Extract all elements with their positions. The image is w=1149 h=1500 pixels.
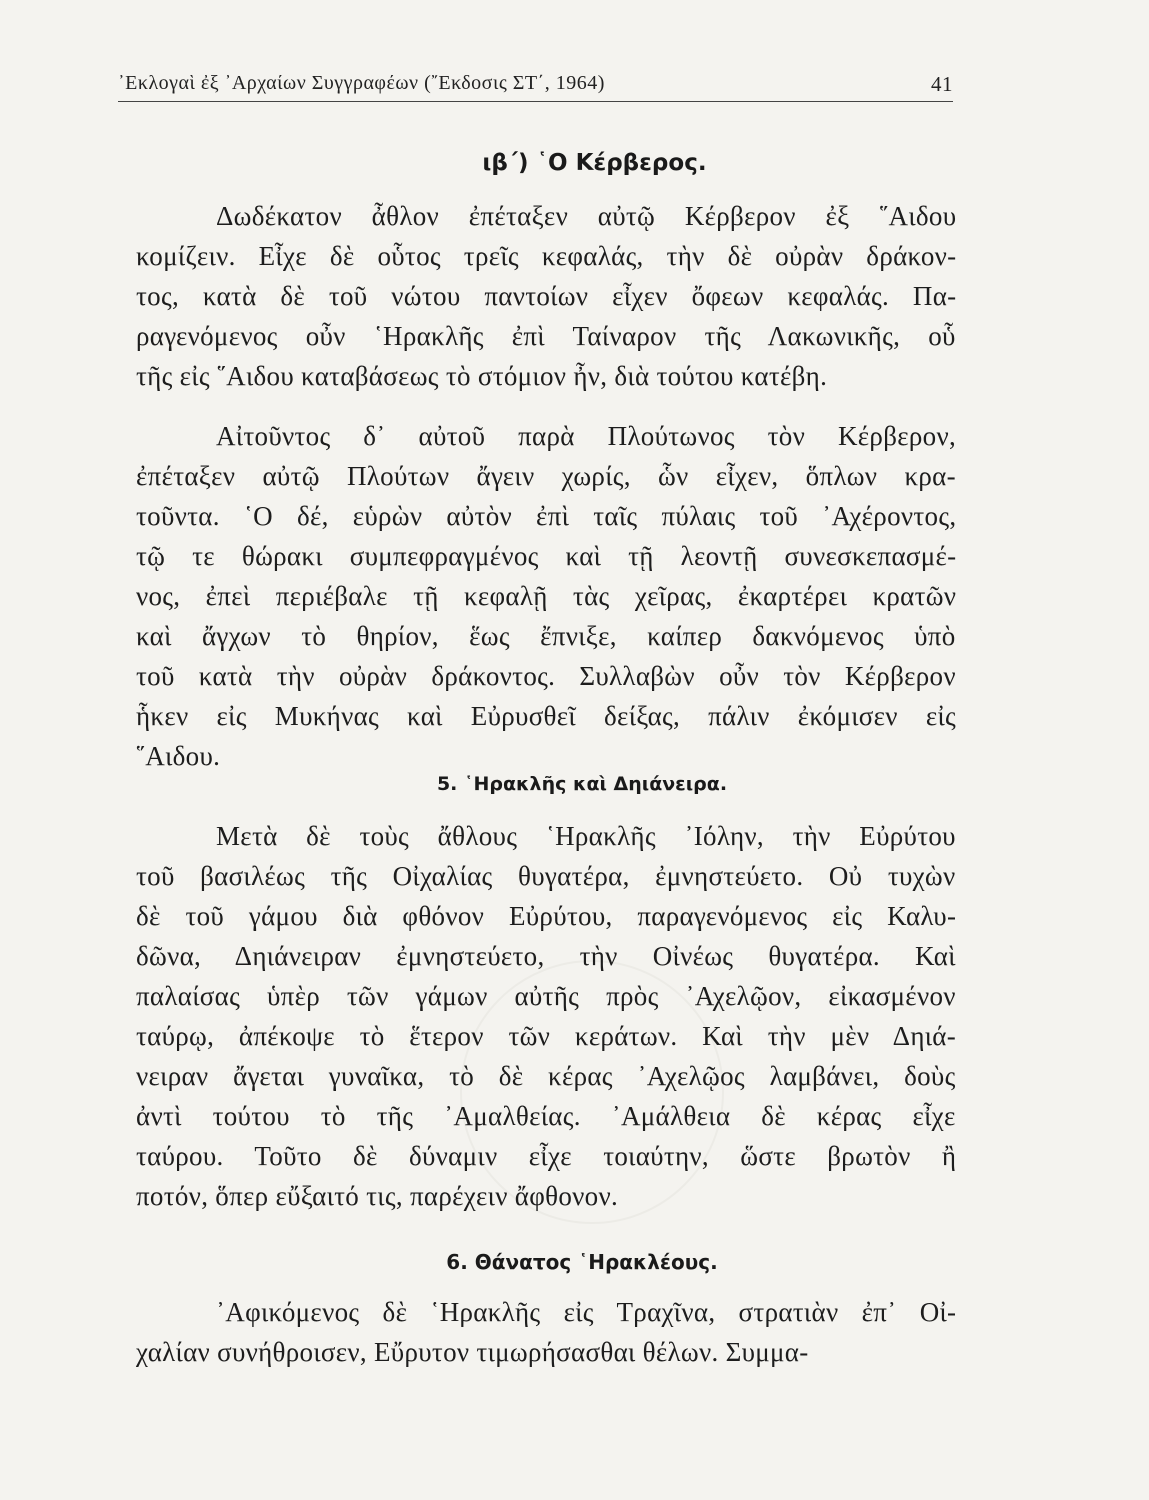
paragraph-deianeira [136,816,956,1216]
header-title: ᾿Εκλογαὶ ἐξ ᾿Αρχαίων Συγγραφέων (῎Εκδοσις ΣΤ΄, 1964) [118,72,605,94]
text-line: τος, κατὰ δὲ τοῦ νώτου παντοίων εἶχεν ὄφεων κεφαλάς. Πα- [136,281,957,311]
text-line: ἐπέταξεν αὐτῷ Πλούτων ἄγειν χωρίς, ὧν εἶχεν, ὅπλων κρα- [136,461,956,491]
text-line: Αἰτοῦντος δ᾿ αὐτοῦ παρὰ Πλούτωνος τὸν Κέρβερον, [216,421,957,451]
text-line: παλαίσας ὑπὲρ τῶν γάμων αὐτῆς πρὸς ᾿Αχελῷον, εἰκασμένον [136,981,956,1011]
text-line: ραγενόμενος οὖν ῾Ηρακλῆς ἐπὶ Ταίναρον τῆς Λακωνικῆς, οὗ [136,321,956,351]
text-line: ἧκεν εἰς Μυκήνας καὶ Εὐρυσθεῖ δείξας, πάλιν ἐκόμισεν εἰς [136,701,957,731]
text-line: Δωδέκατον ἆθλον ἐπέταξεν αὐτῷ Κέρβερον ἐξ ῞Αιδου [216,201,957,231]
text-line: κομίζειν. Εἶχε δὲ οὗτος τρεῖς κεφαλάς, τὴν δὲ οὐρὰν δράκον- [136,241,957,271]
text-line: ποτόν, ὅπερ εὔξαιτό τις, παρέχειν ἄφθονον. [136,1181,619,1211]
text-line: καὶ ἄγχων τὸ θηρίον, ἕως ἔπνιξε, καίπερ δακνόμενος ὑπὸ [136,621,956,651]
paragraph-death [136,1292,956,1372]
text-line: ῞Αιδου. [136,741,221,771]
text-line: Μετὰ δὲ τοὺς ἄθλους ῾Ηρακλῆς ᾿Ιόλην, τὴν Εὐρύτου [216,821,956,851]
section-heading-deianeira: 5. ῾Ηρακλῆς καὶ Δηιάνειρα. [436,773,728,795]
text-line: τοῦντα. ῾Ο δέ, εὑρὼν αὐτὸν ἐπὶ ταῖς πύλαις τοῦ ᾿Αχέροντος, [136,501,957,531]
text-line: τῷ τε θώρακι συμπεφραγμένος καὶ τῇ λεοντῇ συνεσκεπασμέ- [136,541,957,571]
text-line: νος, ἐπεὶ περιέβαλε τῇ κεφαλῇ τὰς χεῖρας, ἐκαρτέρει κρατῶν [136,581,957,611]
text-line: ταύρῳ, ἀπέκοψε τὸ ἕτερον τῶν κεράτων. Καὶ τὴν μὲν Δηιά- [136,1021,957,1051]
section-heading-death: 6. Θάνατος ῾Ηρακλέους. [446,1250,718,1274]
paragraph-kerberos-1 [136,196,956,396]
text-line: ταύρου. Τοῦτο δὲ δύναμιν εἶχε τοιαύτην, ὥστε βρωτὸν ἢ [136,1141,957,1171]
header-rule [118,101,953,102]
text-line: τοῦ βασιλέως τῆς Οἰχαλίας θυγατέρα, ἐμνηστεύετο. Οὐ τυχὼν [136,861,956,891]
text-line: χαλίαν συνήθροισεν, Εὔρυτον τιμωρήσασθαι θέλων. Συμμα- [136,1337,809,1367]
text-line: δὲ τοῦ γάμου διὰ φθόνον Εὐρύτου, παραγενόμενος εἰς Καλυ- [136,901,957,931]
text-line: ἀντὶ τούτου τὸ τῆς ᾿Αμαλθείας. ᾿Αμάλθεια δὲ κέρας εἶχε [136,1101,956,1131]
text-line: δῶνα, Δηιάνειραν ἐμνηστεύετο, τὴν Οἰνέως θυγατέρα. Καὶ [136,941,956,971]
text-line: ᾿Αφικόμενος δὲ ῾Ηρακλῆς εἰς Τραχῖνα, στρατιὰν ἐπ᾿ Οἰ- [216,1297,957,1327]
text-line: τῆς εἰς ῞Αιδου καταβάσεως τὸ στόμιον ἦν, διὰ τούτου κατέβη. [136,361,828,391]
text-line: τοῦ κατὰ τὴν οὐρὰν δράκοντος. Συλλαβὼν οὖν τὸν Κέρβερον [136,661,956,691]
page-number: 41 [931,72,953,96]
text-line: νειραν ἄγεται γυναῖκα, τὸ δὲ κέρας ᾿Αχελῷος λαμβάνει, δοὺς [136,1061,956,1091]
section-heading-kerberos: ιβ΄) ῾Ο Κέρβερος. [482,150,707,176]
paragraph-kerberos-2 [136,416,956,776]
